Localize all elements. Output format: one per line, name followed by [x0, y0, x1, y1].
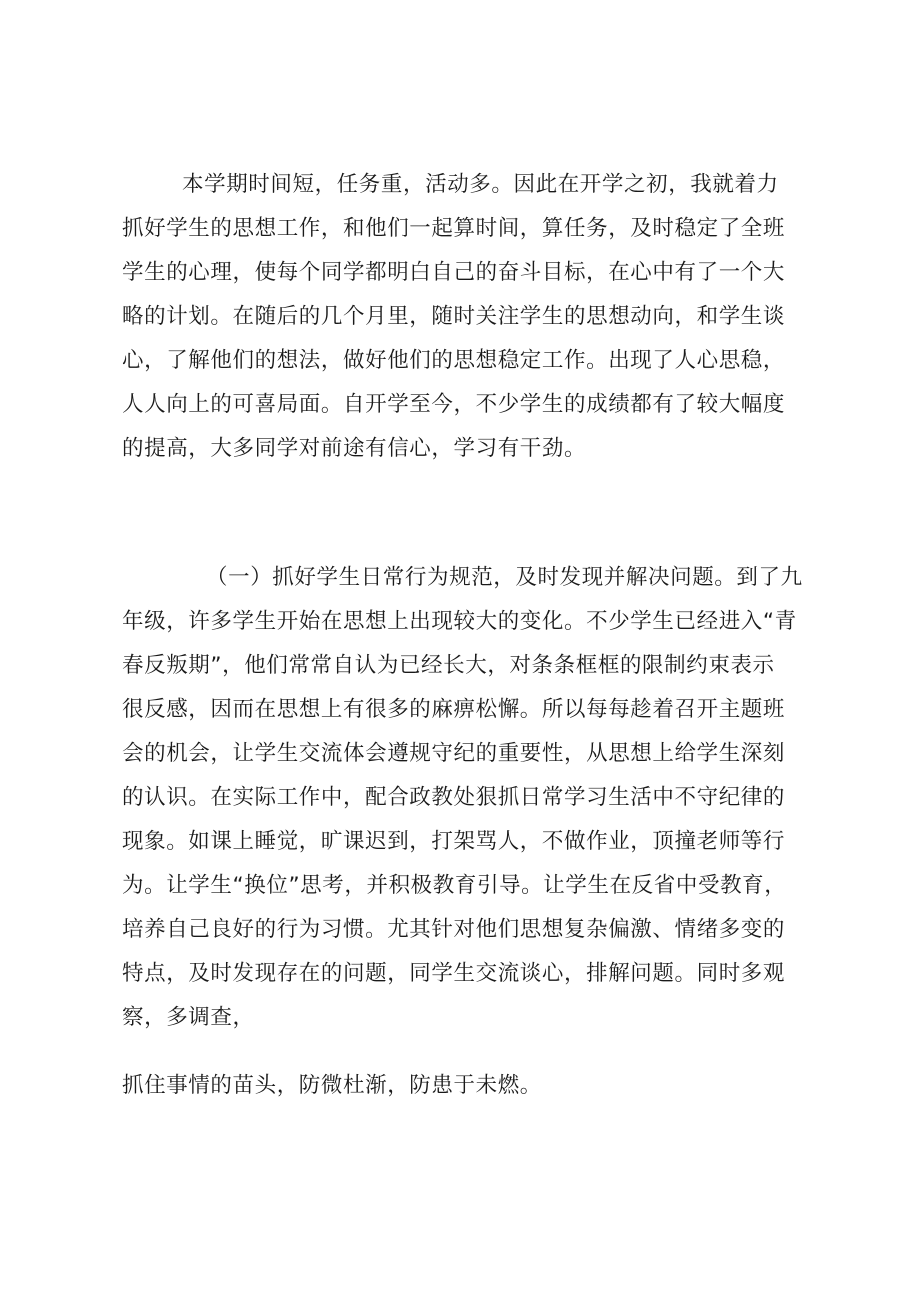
- paragraph-2-line: 很反感，因而在思想上有很多的麻痹松懈。所以每每趁着召开主题班: [122, 697, 786, 722]
- paragraph-2-line: 特点，及时发现存在的问题，同学生交流谈心，排解问题。同时多观: [122, 961, 786, 986]
- paragraph-2-line: 年级，许多学生开始在思想上出现较大的变化。不少学生已经进入“青: [122, 609, 797, 634]
- paragraph-1-line: 心，了解他们的想法，做好他们的思想稳定工作。出现了人心思稳，: [122, 348, 786, 373]
- paragraph-2-line: 培养自己良好的行为习惯。尤其针对他们思想复杂偏激、情绪多变的: [122, 917, 786, 942]
- paragraph-1-line: 人人向上的可喜局面。自开学至今，不少学生的成绩都有了较大幅度: [122, 392, 786, 417]
- paragraph-1-line: 学生的心理，使每个同学都明白自己的奋斗目标，在心中有了一个大: [122, 260, 786, 285]
- paragraph-2-line: 会的机会，让学生交流体会遵规守纪的重要性，从思想上给学生深刻: [122, 741, 786, 766]
- paragraph-2-line: 察，多调查，: [122, 1005, 255, 1030]
- paragraph-2-line: （一）抓好学生日常行为规范，及时发现并解决问题。到了九: [206, 565, 803, 590]
- paragraph-1-line: 略的计划。在随后的几个月里，随时关注学生的思想动向，和学生谈: [122, 304, 786, 329]
- paragraph-1-line: 抓好学生的思想工作，和他们一起算时间，算任务，及时稳定了全班: [122, 216, 786, 241]
- paragraph-2-line: 春反叛期”，他们常常自认为已经长大，对条条框框的限制约束表示: [122, 653, 775, 678]
- paragraph-1-line: 的提高，大多同学对前途有信心，学习有干劲。: [122, 436, 587, 461]
- paragraph-1-line: 本学期时间短，任务重，活动多。因此在开学之初，我就着力: [182, 172, 779, 197]
- paragraph-2-line: 为。让学生“换位”思考，并积极教育引导。让学生在反省中受教育，: [122, 873, 787, 898]
- paragraph-2: [122, 556, 822, 1040]
- paragraph-2-line: 的认识。在实际工作中，配合政教处狠抓日常学习生活中不守纪律的: [122, 785, 786, 810]
- paragraph-2-tail-line: 抓住事情的苗头，防微杜渐，防患于未燃。: [122, 1073, 542, 1098]
- paragraph-1: [122, 163, 822, 471]
- paragraph-2-line: 现象。如课上睡觉，旷课迟到，打架骂人，不做作业，顶撞老师等行: [122, 829, 786, 854]
